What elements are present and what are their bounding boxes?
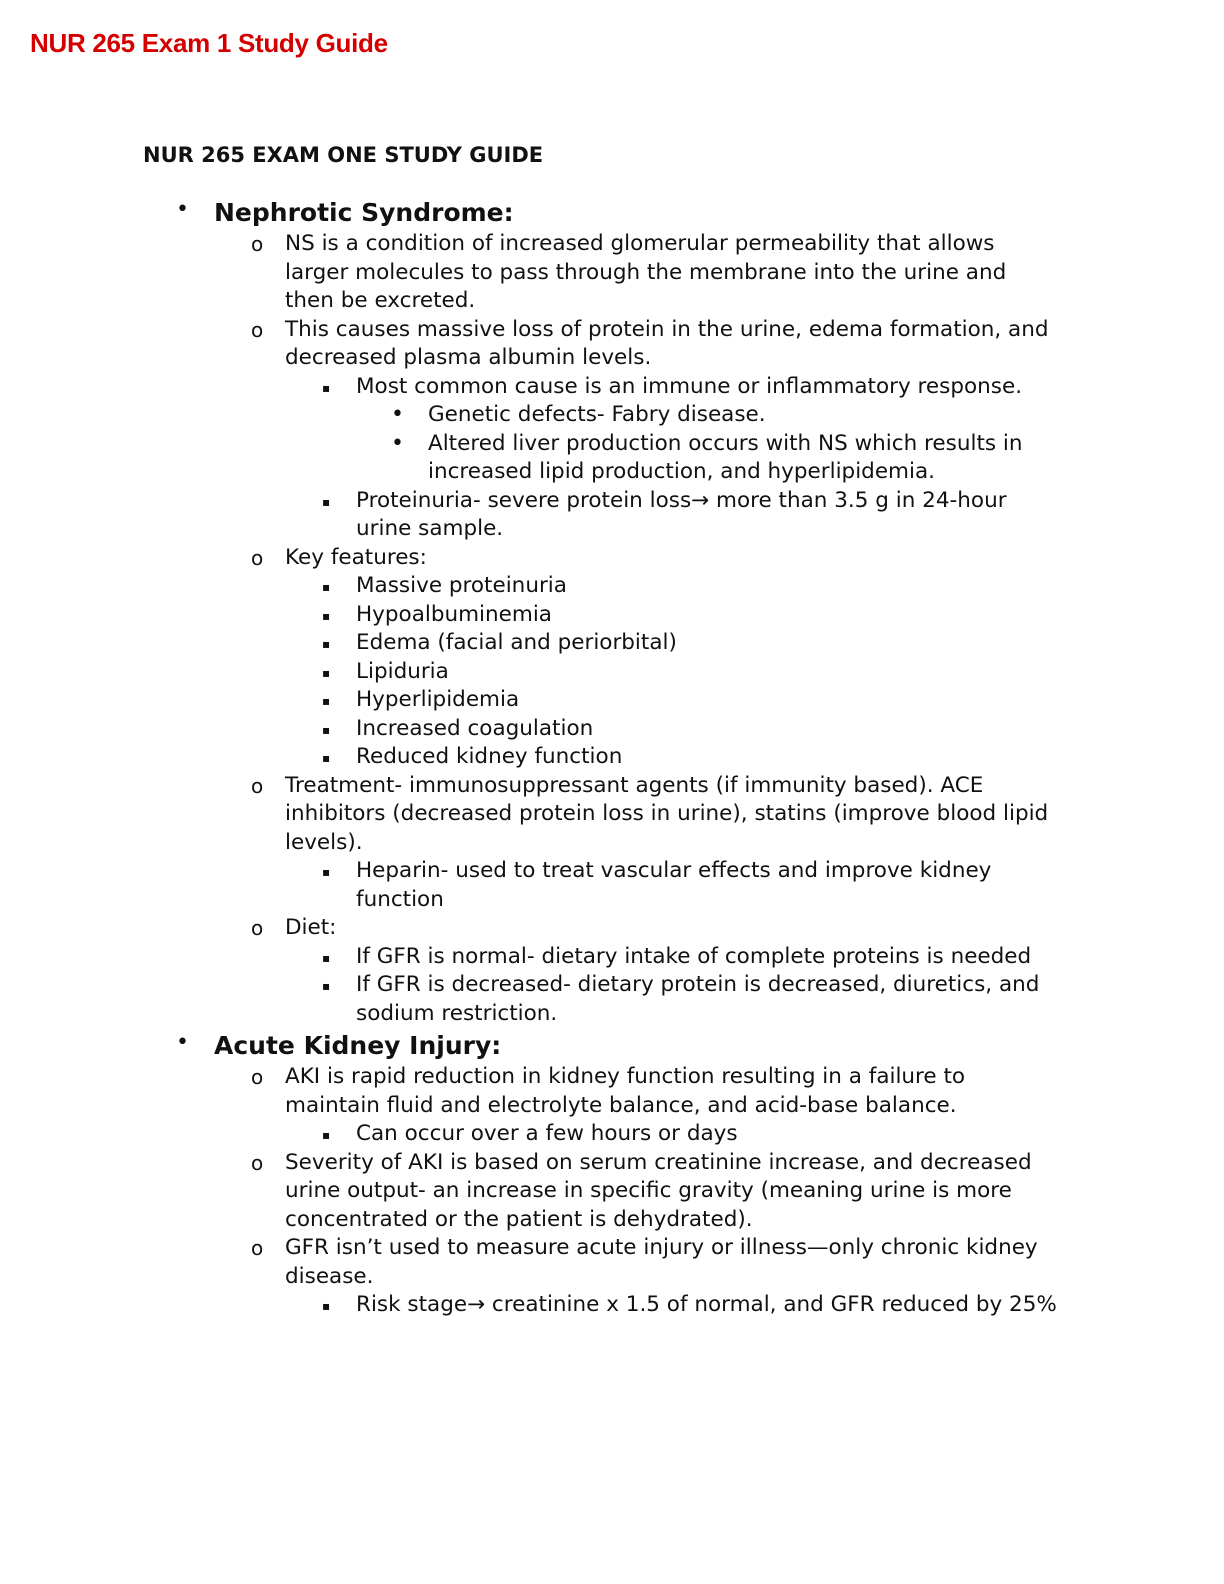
section-bullet-icon: • xyxy=(176,197,189,222)
list-item xyxy=(0,914,1060,943)
list-item xyxy=(0,1291,1061,1320)
list-item xyxy=(0,857,1061,914)
list-item xyxy=(0,743,1061,772)
list-item-text: AKI is rapid reduction in kidney function resulting in a failure to maintain fluid and electrolyte balance, and acid-base balance. xyxy=(285,1064,966,1118)
document-header: NUR 265 Exam 1 Study Guide xyxy=(30,28,388,58)
bullet-icon: ▪ xyxy=(322,722,331,737)
bullet-icon: ▪ xyxy=(322,979,331,993)
list-item xyxy=(0,401,1063,430)
list-item xyxy=(0,1120,1061,1149)
list-item-text: Altered liver production occurs with NS which results in increased lipid production, and hyperlipidemia. xyxy=(428,430,1023,484)
list-item-text: This causes massive loss of protein in the urine, edema formation, and decreased plasma albumin levels. xyxy=(285,316,1049,370)
list-item-text: Diet: xyxy=(285,915,337,940)
bullet-icon: ▪ xyxy=(322,751,331,765)
list-item xyxy=(0,772,1060,858)
bullet-icon: ▪ xyxy=(322,608,331,623)
list-item xyxy=(0,230,1060,316)
list-item-text: Treatment- immunosuppressant agents (if immunity based). ACE inhibitors (decreased protein loss in urine), statins (improve blood lipid levels). xyxy=(285,772,1049,855)
bullet-icon: ▪ xyxy=(322,580,331,594)
list-item xyxy=(0,1234,1060,1291)
list-item-text: Lipiduria xyxy=(356,658,449,684)
bullet-icon: o xyxy=(251,916,264,940)
list-item-text: Severity of AKI is based on serum creatinine increase, and decreased urine output- an increase in specific gravity (meaning urine is more concentrated or the patient is dehydrated). xyxy=(285,1149,1032,1232)
bullet-icon: o xyxy=(251,1150,264,1175)
list-item-text: Reduced kidney function xyxy=(356,744,623,769)
list-item xyxy=(0,316,1060,373)
list-item-text: Heparin- used to treat vascular effects and improve kidney function xyxy=(356,858,992,912)
bullet-icon: o xyxy=(251,1065,264,1089)
section xyxy=(0,195,1224,1028)
list-item-text: If GFR is decreased- dietary protein is decreased, diuretics, and sodium restriction. xyxy=(356,972,1040,1026)
bullet-icon: ▪ xyxy=(322,950,331,965)
document-body xyxy=(0,195,1224,1320)
section-heading: Nephrotic Syndrome: xyxy=(214,198,514,227)
bullet-icon: ▪ xyxy=(322,1299,331,1313)
list-item-text: Can occur over a few hours or days xyxy=(356,1121,738,1146)
bullet-icon: o xyxy=(251,1236,264,1260)
bullet-icon: ▪ xyxy=(322,637,331,651)
list-item xyxy=(0,430,1063,487)
list-item xyxy=(0,544,1060,573)
bullet-icon: o xyxy=(251,232,264,256)
bullet-icon: ▪ xyxy=(322,665,331,680)
list-item xyxy=(0,971,1061,1028)
list-item-text: Most common cause is an immune or inflammatory response. xyxy=(356,373,1023,399)
list-item xyxy=(0,629,1061,658)
bullet-icon: ▪ xyxy=(322,865,331,879)
list-item xyxy=(0,373,1061,402)
bullet-icon: ▪ xyxy=(322,1128,331,1142)
bullet-icon: • xyxy=(391,430,404,456)
list-item-text: Edema (facial and periorbital) xyxy=(356,630,677,655)
bullet-icon: ▪ xyxy=(322,694,331,708)
bullet-icon: o xyxy=(251,773,264,798)
list-item xyxy=(0,487,1061,544)
section xyxy=(0,1028,1224,1320)
list-item-text: If GFR is normal- dietary intake of complete proteins is needed xyxy=(356,943,1032,969)
list-item-text: Genetic defects- Fabry disease. xyxy=(428,402,766,427)
section-bullet-icon: • xyxy=(176,1030,189,1055)
list-item-text: Key features: xyxy=(285,544,427,570)
page-title: NUR 265 EXAM ONE STUDY GUIDE xyxy=(143,143,544,167)
list-item xyxy=(0,658,1061,687)
bullet-icon: ▪ xyxy=(322,494,331,509)
list-item-text: Increased coagulation xyxy=(356,715,594,741)
list-item-text: Hypoalbuminemia xyxy=(356,601,552,627)
list-item-text: Risk stage→ creatinine x 1.5 of normal, and GFR reduced by 25% xyxy=(356,1292,1057,1317)
list-item-text: GFR isn’t used to measure acute injury or illness—only chronic kidney disease. xyxy=(285,1235,1038,1289)
list-item xyxy=(0,601,1061,630)
list-item-text: NS is a condition of increased glomerular permeability that allows larger molecules to pass through the membrane into the urine and then be excreted. xyxy=(285,231,1007,313)
list-item xyxy=(0,1149,1060,1235)
list-item xyxy=(0,572,1061,601)
bullet-icon: • xyxy=(391,402,404,427)
list-item xyxy=(0,686,1061,715)
list-item-text: Hyperlipidemia xyxy=(356,687,520,712)
list-item xyxy=(0,715,1061,744)
bullet-icon: o xyxy=(251,545,264,570)
list-item-text: Massive proteinuria xyxy=(356,573,567,598)
bullet-icon: o xyxy=(251,317,264,342)
list-item-text: Proteinuria- severe protein loss→ more than 3.5 g in 24-hour urine sample. xyxy=(356,487,1007,541)
list-item xyxy=(0,1063,1060,1120)
list-item xyxy=(0,943,1061,972)
section-heading: Acute Kidney Injury: xyxy=(214,1031,502,1060)
bullet-icon: ▪ xyxy=(322,380,331,395)
